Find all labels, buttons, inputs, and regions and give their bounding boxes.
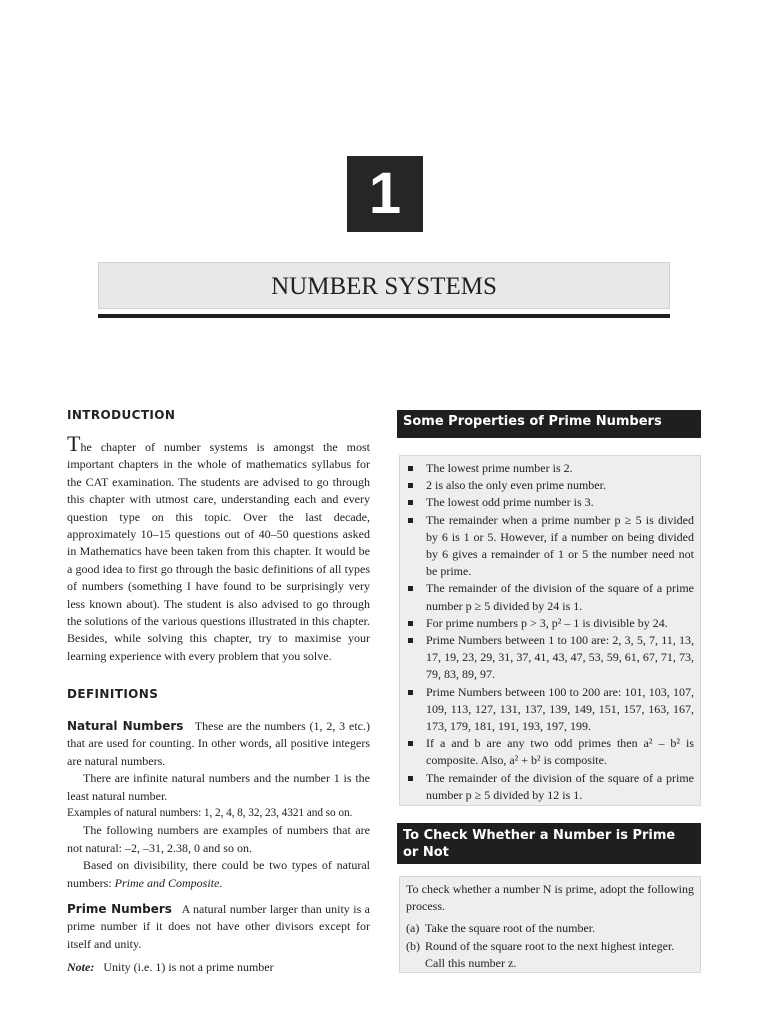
bullet-square-icon	[408, 776, 413, 781]
prime-check-heading: To Check Whether a Number is Prime or Not	[397, 823, 701, 864]
divisibility-end: .	[219, 875, 223, 890]
prime-properties-panel	[399, 455, 701, 806]
prime-property-item	[406, 477, 694, 494]
prime-properties-heading: Some Properties of Prime Numbers	[397, 410, 701, 438]
prime-check-panel	[399, 876, 701, 973]
prime-check-steps	[406, 920, 694, 972]
prime-property-item	[406, 632, 694, 684]
prime-property-item	[406, 615, 694, 632]
title-underline	[98, 314, 670, 318]
bullet-square-icon	[408, 621, 413, 626]
natural-numbers-label: Natural Numbers	[67, 719, 184, 733]
definitions-heading: DEFINITIONS	[67, 687, 159, 701]
prime-property-text: The remainder when a prime number p ≥ 5 is divided by 6 is 1 or 5. However, if a number on being divided by 6 gives a remainder of 1 or 5 the number need not be prime.	[426, 512, 694, 579]
step-text: Take the square root of the number.	[425, 921, 596, 936]
prime-check-step	[406, 938, 694, 972]
introduction-body: he chapter of number systems is amongst the most important chapters in the whole of mathematics syllabus for the CAT examination. The students are advised to go through this chapter with utmost care, understanding each and every question type on this topic. Over the last decade, approximately 10–15 questions out of 40–50 questions asked in Mathematics have been taken from this chapter. It would be a good idea to first go through the basic definitions of all types of numbers (something I have found to be surprisingly very less known about). The student is also advised to go through the solutions of the various questions illustrated in this chapter. Besides, while solving this chapter, try to maximise your learning experience with every problem that you solve.	[67, 440, 370, 663]
dropcap: T	[67, 431, 81, 456]
prime-check-step	[406, 920, 694, 937]
prime-property-item	[406, 460, 694, 477]
prime-property-text: The lowest prime number is 2.	[426, 461, 573, 475]
chapter-number: 1	[347, 156, 423, 232]
step-text: Round of the square root to the next highest integer. Call this number z.	[425, 938, 675, 970]
natural-numbers-examples: Examples of natural numbers: 1, 2, 4, 8, 32, 23, 4321 and so on.	[67, 807, 353, 820]
note-text: Unity (i.e. 1) is not a prime number	[103, 960, 274, 974]
prime-property-text: If a and b are any two odd primes then a² – b² is composite. Also, a² + b² is composite.	[426, 736, 694, 768]
bullet-square-icon	[408, 518, 413, 523]
chapter-title: NUMBER SYSTEMS	[98, 262, 670, 309]
bullet-square-icon	[408, 690, 413, 695]
prime-property-text: Prime Numbers between 1 to 100 are: 2, 3, 5, 7, 11, 13, 17, 19, 23, 29, 31, 37, 41, 43, 47, 53, 59, 61, 67, 71, 73, 79, 83, 89, 97.	[426, 633, 694, 682]
bullet-square-icon	[408, 586, 413, 591]
natural-numbers-p2: There are infinite natural numbers and the number 1 is the least natural number.	[67, 771, 370, 803]
bullet-square-icon	[408, 483, 413, 488]
prime-property-item	[406, 494, 694, 511]
step-label: (b)	[406, 938, 420, 953]
prime-property-text: The remainder of the division of the square of a prime number p ≥ 5 divided by 24 is 1.	[426, 581, 694, 613]
prime-properties-list	[400, 456, 700, 808]
prime-property-text: 2 is also the only even prime number.	[426, 478, 606, 493]
prime-property-text: The remainder of the division of the square of a prime number p ≥ 5 divided by 12 is 1.	[426, 770, 694, 802]
divisibility-text: Based on divisibility, there could be two types of natural numbers:	[67, 858, 370, 890]
prime-check-intro: To check whether a number N is prime, adopt the following process.	[406, 882, 694, 914]
divisibility-note	[67, 857, 370, 892]
prime-property-item	[406, 684, 694, 736]
bullet-square-icon	[408, 500, 413, 505]
introduction-paragraph	[67, 431, 370, 665]
introduction-heading: INTRODUCTION	[67, 408, 176, 422]
prime-numbers-label: Prime Numbers	[67, 902, 172, 916]
step-label: (a)	[406, 921, 420, 936]
prime-composite-term: Prime and Composite	[114, 875, 220, 890]
note-label: Note:	[67, 960, 95, 974]
bullet-square-icon	[408, 741, 413, 746]
prime-numbers-text: A natural number larger than unity is a prime number if it does not have other divisors except for itself and unity.	[67, 902, 370, 951]
non-natural-examples: The following numbers are examples of numbers that are not natural: –2, –31, 2.38, 0 and so on.	[67, 823, 370, 855]
prime-property-text: Prime Numbers between 100 to 200 are: 101, 103, 107, 109, 113, 127, 131, 137, 139, 149, 151, 157, 163, 167, 173, 179, 181, 191, 193, 197, 199.	[426, 684, 694, 734]
natural-numbers-section	[67, 718, 370, 892]
prime-property-text: The lowest odd prime number is 3.	[426, 495, 594, 510]
prime-property-item	[406, 580, 694, 614]
prime-property-item	[406, 512, 694, 581]
natural-numbers-text: These are the numbers (1, 2, 3 etc.) that are used for counting. In other words, all positive integers are natural numbers.	[67, 719, 370, 768]
prime-property-text: For prime numbers p > 3, p² – 1 is divisible by 24.	[426, 615, 668, 630]
bullet-square-icon	[408, 466, 413, 471]
bullet-square-icon	[408, 638, 413, 643]
prime-property-item	[406, 735, 694, 769]
note	[67, 959, 370, 976]
prime-property-item	[406, 770, 694, 804]
prime-numbers-section	[67, 901, 370, 953]
